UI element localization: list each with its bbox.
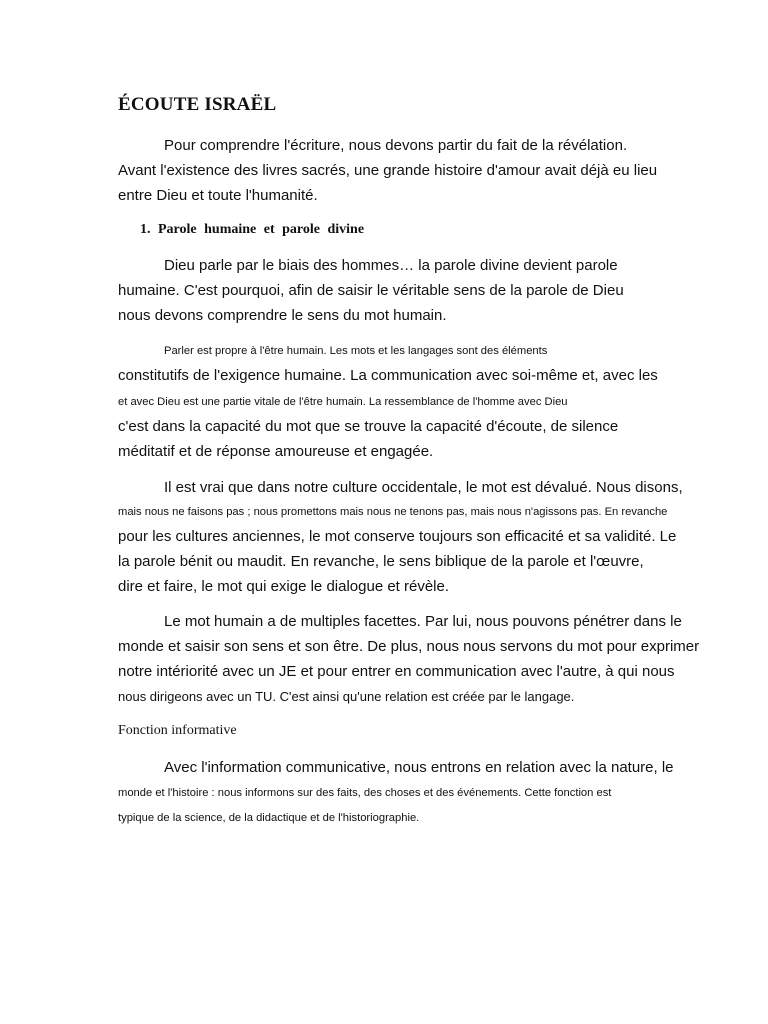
paragraph-line: typique de la science, de la didactique et de l'historiographie. <box>118 812 420 824</box>
intro-line-2: Avant l'existence des livres sacrés, une grande histoire d'amour avait déjà eu lieu <box>118 162 658 179</box>
paragraph-line: c'est dans la capacité du mot que se trouve la capacité d'écoute, de silence <box>118 418 619 435</box>
paragraph-line: Dieu parle par le biais des hommes… la parole divine devient parole <box>164 257 618 274</box>
paragraph-line: constitutifs de l'exigence humaine. La communication avec soi-même et, avec les <box>118 367 658 384</box>
paragraph-line: Il est vrai que dans notre culture occidentale, le mot est dévalué. Nous disons, <box>164 479 683 496</box>
paragraph-line: humaine. C'est pourquoi, afin de saisir le véritable sens de la parole de Dieu <box>118 282 624 299</box>
paragraph-line: nous devons comprendre le sens du mot humain. <box>118 307 447 324</box>
paragraph-line: dire et faire, le mot qui exige le dialogue et révèle. <box>118 578 450 595</box>
intro-line-1: Pour comprendre l'écriture, nous devons partir du fait de la révélation. <box>164 137 628 154</box>
paragraph-line: monde et saisir son sens et son être. De plus, nous nous servons du mot pour exprimer <box>118 638 700 655</box>
section-heading-parole: 1. Parole humaine et parole divine <box>140 222 365 237</box>
paragraph-line: notre intériorité avec un JE et pour entrer en communication avec l'autre, à qui nous <box>118 663 675 680</box>
paragraph-line: et avec Dieu est une partie vitale de l'être humain. La ressemblance de l'homme avec Dieu <box>118 396 568 408</box>
paragraph-line: méditatif et de réponse amoureuse et engagée. <box>118 443 434 460</box>
paragraph-line: Parler est propre à l'être humain. Les mots et les langages sont des éléments <box>164 345 548 357</box>
paragraph-line: la parole bénit ou maudit. En revanche, le sens biblique de la parole et l'œuvre, <box>118 553 644 570</box>
paragraph-line: Avec l'information communicative, nous entrons en relation avec la nature, le <box>164 759 674 776</box>
paragraph-line: Le mot humain a de multiples facettes. Par lui, nous pouvons pénétrer dans le <box>164 613 682 630</box>
section-heading-fonction-informative: Fonction informative <box>118 723 237 738</box>
intro-line-3: entre Dieu et toute l'humanité. <box>118 187 318 204</box>
paragraph-line: monde et l'histoire : nous informons sur des faits, des choses et des événements. Cette fonction est <box>118 787 612 799</box>
paragraph-line: mais nous ne faisons pas ; nous promettons mais nous ne tenons pas, mais nous n'agissons pas. En revanche <box>118 506 668 518</box>
paragraph-line: nous dirigeons avec un TU. C'est ainsi qu'une relation est créée par le langage. <box>118 689 575 704</box>
paragraph-line: pour les cultures anciennes, le mot conserve toujours son efficacité et sa validité. Le <box>118 528 677 545</box>
document-title: ÉCOUTE ISRAËL <box>118 94 277 115</box>
